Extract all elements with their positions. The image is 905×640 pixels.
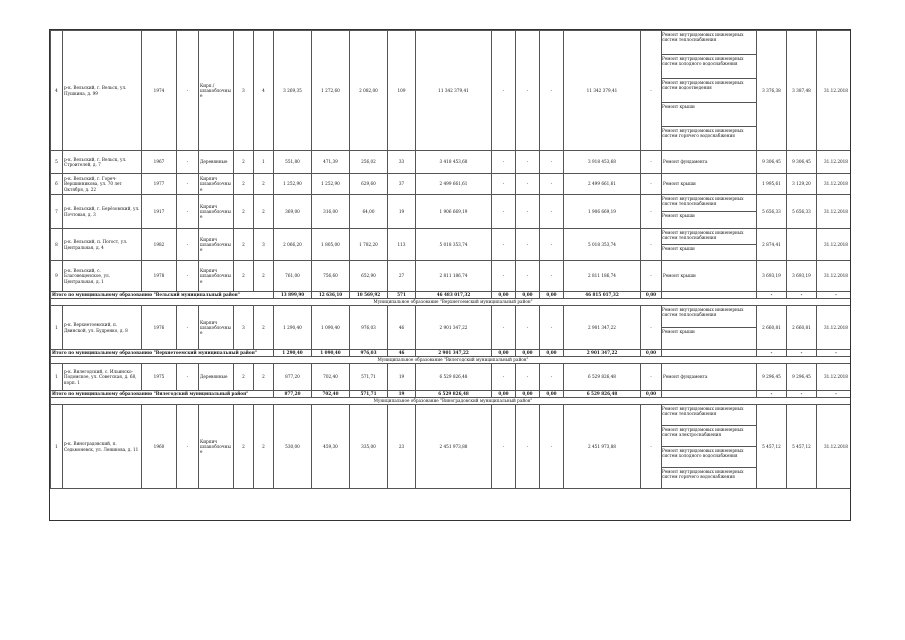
deadline-cell: -: [817, 391, 852, 398]
regional-budget-cell: 0,00: [516, 391, 540, 398]
owners-funds-cell: 2 451 973,88: [564, 405, 641, 489]
table-row: [51, 229, 852, 261]
limit-cost-cell: 2 660,81: [787, 306, 817, 350]
local-budget-cell: 0,00: [540, 292, 564, 299]
area-living-cell: 256,02: [350, 151, 388, 174]
unit-cost-cell: 5 457,12: [757, 405, 787, 489]
works-cell: [662, 195, 757, 229]
deadline-cell: 31.12.2018: [817, 306, 852, 350]
year-renovation-cell: -: [177, 306, 199, 350]
unit-cost-cell: 2 660,81: [757, 306, 787, 350]
area-residential-cell: 12 636,10: [312, 292, 350, 299]
unit-cost-cell: 9 296,45: [757, 364, 787, 391]
owners-funds-cell: 2 901 347,22: [564, 306, 641, 350]
address-cell: р-к. Вельский, с. Благовещенское, ул. Центральная, д. 1: [63, 261, 142, 292]
table-row: [51, 306, 852, 350]
year-cell: 1960: [142, 405, 177, 489]
other-funds-cell: -: [641, 174, 662, 195]
row-number: 1: [51, 306, 63, 350]
year-renovation-cell: -: [177, 364, 199, 391]
work-item: Ремонт фундамента: [663, 159, 708, 165]
works-cell: [662, 292, 757, 299]
limit-cost-cell: 5 457,12: [787, 405, 817, 489]
row-number: 9: [51, 261, 63, 292]
cost-total-cell: 2 901 347,22: [416, 350, 492, 357]
area-living-cell: 571,71: [350, 364, 388, 391]
area-total-cell: 1 290,40: [274, 306, 312, 350]
table-row: [51, 405, 852, 489]
address-cell: р-к. Вельский, п. Погост, ул. Центральная, д. 4: [63, 229, 142, 261]
work-item: Ремонт крыши: [662, 329, 695, 334]
regional-budget-cell: -: [516, 151, 540, 174]
work-item: Ремонт внутридомовых инженерных систем холодного водоснабжения: [662, 55, 757, 79]
other-funds-cell: 0,00: [641, 350, 662, 357]
capital-repair-table: [50, 30, 851, 489]
other-funds-cell: -: [641, 151, 662, 174]
work-item: Ремонт внутридомовых инженерных систем теплоснабжения: [662, 31, 757, 55]
area-total-cell: 761,00: [274, 261, 312, 292]
residents-cell: 27: [388, 261, 416, 292]
unit-cost-cell: 9 306,45: [757, 151, 787, 174]
floors-cell: 2: [234, 174, 254, 195]
area-residential-cell: 1 252,90: [312, 174, 350, 195]
work-item: Ремонт внутридомовых инженерных систем теплоснабжения: [662, 195, 757, 212]
unit-cost-cell: -: [757, 350, 787, 357]
works-cell: [662, 306, 757, 350]
work-item: Ремонт крыши: [662, 213, 695, 218]
entrances-cell: 4: [254, 31, 274, 151]
unit-cost-cell: 1 995,61: [757, 174, 787, 195]
area-total-cell: 13 899,90: [274, 292, 312, 299]
floors-cell: 3: [234, 31, 254, 151]
section-header-row: [51, 299, 852, 306]
table-row: [51, 261, 852, 292]
area-living-cell: 652,90: [350, 261, 388, 292]
unit-cost-cell: 3 693,19: [757, 261, 787, 292]
document-page: [49, 29, 851, 521]
area-residential-cell: 316,00: [312, 195, 350, 229]
residents-cell: 46: [388, 306, 416, 350]
work-item: Ремонт крыши: [662, 103, 757, 127]
local-budget-cell: -: [540, 31, 564, 151]
address-cell: р-к. Вилегодский, с. Ильинско-Подомское, ул. Советская, д. 68, корп. 1: [63, 364, 142, 391]
entrances-cell: 3: [254, 229, 274, 261]
works-cell: [662, 391, 757, 398]
area-living-cell: 1 782,20: [350, 229, 388, 261]
year-cell: 1917: [142, 195, 177, 229]
fund-cell: -: [492, 229, 516, 261]
section-title: Муниципальное образование "Верхнетоемский муниципальный район": [51, 299, 852, 306]
wall-material-cell: Кирпич шлакоблочные: [199, 195, 234, 229]
address-cell: р-к. Вельский, г. Вельск, ул. Пушкина, д. 99: [63, 31, 142, 151]
fund-cell: -: [492, 364, 516, 391]
works-list: [662, 405, 757, 488]
area-residential-cell: 471,39: [312, 151, 350, 174]
deadline-cell: 31.12.2018: [817, 151, 852, 174]
total-row: [51, 391, 852, 398]
deadline-cell: 31.12.2018: [817, 364, 852, 391]
local-budget-cell: -: [540, 261, 564, 292]
row-number: 8: [51, 229, 63, 261]
fund-cell: -: [492, 174, 516, 195]
entrances-cell: 2: [254, 261, 274, 292]
limit-cost-cell: -: [787, 350, 817, 357]
regional-budget-cell: -: [516, 195, 540, 229]
other-funds-cell: -: [641, 195, 662, 229]
work-item: Ремонт фундамента: [663, 374, 708, 380]
area-living-cell: 976,03: [350, 350, 388, 357]
works-cell: [662, 174, 757, 195]
residents-cell: 19: [388, 195, 416, 229]
work-item: Ремонт внутридомовых инженерных систем электроснабжения: [662, 426, 757, 447]
entrances-cell: 2: [254, 364, 274, 391]
regional-budget-cell: -: [516, 306, 540, 350]
regional-budget-cell: -: [516, 364, 540, 391]
address-cell: р-к. Вельский, г. Берёзовский, ул. Почтовая, д. 3: [63, 195, 142, 229]
owners-funds-cell: 2 901 347,22: [564, 350, 641, 357]
area-residential-cell: 702,40: [312, 391, 350, 398]
cost-total-cell: 2 901 347,22: [416, 306, 492, 350]
total-label: Итого по муниципальному образованию "Верхнетоемский муниципальный район": [51, 350, 274, 357]
year-cell: 1976: [142, 306, 177, 350]
year-renovation-cell: -: [177, 229, 199, 261]
works-list: [662, 229, 757, 260]
local-budget-cell: -: [540, 229, 564, 261]
regional-budget-cell: -: [516, 31, 540, 151]
unit-cost-cell: -: [757, 391, 787, 398]
cost-total-cell: 11 342 379,41: [416, 31, 492, 151]
address-cell: р-к. Вельский, г. Гореч-Вершинникова, ул. 70 лет Октября, д. 22: [63, 174, 142, 195]
works-cell: [662, 364, 757, 391]
limit-cost-cell: 3 129,20: [787, 174, 817, 195]
floors-cell: 2: [234, 261, 254, 292]
area-residential-cell: 1 805,00: [312, 229, 350, 261]
year-cell: 1982: [142, 229, 177, 261]
residents-cell: 19: [388, 364, 416, 391]
work-item: Ремонт внутридомовых инженерных систем теплоснабжения: [662, 229, 757, 245]
area-living-cell: 335,00: [350, 405, 388, 489]
unit-cost-cell: 3 376,38: [757, 31, 787, 151]
local-budget-cell: -: [540, 195, 564, 229]
row-number: 1: [51, 405, 63, 489]
works-cell: [662, 405, 757, 489]
unit-cost-cell: 5 656,33: [757, 195, 787, 229]
total-row: [51, 350, 852, 357]
wall-material-cell: Кирпич шлакоблочные: [199, 229, 234, 261]
year-cell: 1978: [142, 261, 177, 292]
works-cell: [662, 229, 757, 261]
wall-material-cell: Деревянные: [199, 364, 234, 391]
wall-material-cell: Кирпич шлакоблочные: [199, 306, 234, 350]
owners-funds-cell: 6 529 826,48: [564, 391, 641, 398]
area-living-cell: 976,03: [350, 306, 388, 350]
area-total-cell: 877,20: [274, 364, 312, 391]
cost-total-cell: 2 811 186,74: [416, 261, 492, 292]
limit-cost-cell: 9 296,45: [787, 364, 817, 391]
regional-budget-cell: -: [516, 261, 540, 292]
owners-funds-cell: 2 811 186,74: [564, 261, 641, 292]
owners-funds-cell: 46 815 017,32: [564, 292, 641, 299]
other-funds-cell: -: [641, 261, 662, 292]
wall-material-cell: Кирпич шлакоблочные: [199, 405, 234, 489]
work-item: Ремонт внутридомовых инженерных систем горячего водоснабжения: [662, 128, 744, 139]
address-cell: р-к. Верхнетоемский, п. Двинской, ул. Будренко, д. 8: [63, 306, 142, 350]
residents-cell: 571: [388, 292, 416, 299]
works-cell: [662, 31, 757, 151]
owners-funds-cell: 5 018 353,74: [564, 229, 641, 261]
deadline-cell: 31.12.2018: [817, 174, 852, 195]
area-total-cell: 369,00: [274, 195, 312, 229]
owners-funds-cell: 1 906 669,19: [564, 195, 641, 229]
local-budget-cell: 0,00: [540, 350, 564, 357]
wall-material-cell: Кирпич шлакоблочные: [199, 174, 234, 195]
section-header-row: [51, 398, 852, 405]
works-list: [662, 195, 757, 228]
row-number: 1: [51, 364, 63, 391]
year-renovation-cell: -: [177, 405, 199, 489]
regional-budget-cell: 0,00: [516, 292, 540, 299]
regional-budget-cell: -: [516, 174, 540, 195]
works-cell: [662, 261, 757, 292]
year-renovation-cell: -: [177, 261, 199, 292]
year-renovation-cell: -: [177, 151, 199, 174]
entrances-cell: 2: [254, 195, 274, 229]
local-budget-cell: 0,00: [540, 391, 564, 398]
cost-total-cell: 1 906 669,19: [416, 195, 492, 229]
fund-cell: -: [492, 151, 516, 174]
work-item: Ремонт крыши: [663, 181, 696, 187]
local-budget-cell: -: [540, 306, 564, 350]
total-row: [51, 292, 852, 299]
year-renovation-cell: -: [177, 195, 199, 229]
cost-total-cell: 2 451 973,88: [416, 405, 492, 489]
other-funds-cell: -: [641, 306, 662, 350]
works-cell: [662, 151, 757, 174]
work-item: Ремонт внутридомовых инженерных систем водоотведения: [662, 79, 757, 103]
area-living-cell: 571,71: [350, 391, 388, 398]
work-item: Ремонт крыши: [662, 246, 695, 251]
owners-funds-cell: 11 342 379,41: [564, 31, 641, 151]
limit-cost-cell: 3 693,19: [787, 261, 817, 292]
cost-total-cell: 46 483 017,32: [416, 292, 492, 299]
local-budget-cell: -: [540, 174, 564, 195]
residents-cell: 113: [388, 229, 416, 261]
limit-cost-cell: -: [787, 391, 817, 398]
table-row: [51, 195, 852, 229]
fund-cell: -: [492, 405, 516, 489]
deadline-cell: 31.12.2018: [817, 31, 852, 151]
area-total-cell: 2 066,20: [274, 229, 312, 261]
area-total-cell: 530,00: [274, 405, 312, 489]
area-total-cell: 1 290,40: [274, 350, 312, 357]
fund-cell: 0,00: [492, 292, 516, 299]
work-item: Ремонт внутридомовых инженерных систем горячего водоснабжения: [662, 469, 744, 480]
area-residential-cell: 459,30: [312, 405, 350, 489]
other-funds-cell: 0,00: [641, 292, 662, 299]
area-total-cell: 877,20: [274, 391, 312, 398]
entrances-cell: 2: [254, 405, 274, 489]
deadline-cell: 31.12.2018: [817, 261, 852, 292]
cost-total-cell: 3 418 453,68: [416, 151, 492, 174]
unit-cost-cell: 2 874,41: [757, 229, 787, 261]
residents-cell: 46: [388, 350, 416, 357]
fund-cell: -: [492, 195, 516, 229]
residents-cell: 37: [388, 174, 416, 195]
section-title: Муниципальное образование "Вилегодский муниципальный район": [51, 357, 852, 364]
floors-cell: 2: [234, 195, 254, 229]
deadline-cell: 31.12.2018: [817, 229, 852, 261]
area-residential-cell: 1 272,60: [312, 31, 350, 151]
area-living-cell: 10 569,92: [350, 292, 388, 299]
row-number: 6: [51, 174, 63, 195]
row-number: 5: [51, 151, 63, 174]
deadline-cell: -: [817, 350, 852, 357]
cost-total-cell: 6 529 826,48: [416, 391, 492, 398]
other-funds-cell: -: [641, 364, 662, 391]
entrances-cell: 2: [254, 306, 274, 350]
regional-budget-cell: 0,00: [516, 350, 540, 357]
section-header-row: [51, 357, 852, 364]
floors-cell: 2: [234, 229, 254, 261]
residents-cell: 109: [388, 31, 416, 151]
residents-cell: 19: [388, 391, 416, 398]
cost-total-cell: 5 018 353,74: [416, 229, 492, 261]
year-renovation-cell: -: [177, 174, 199, 195]
year-cell: 1977: [142, 174, 177, 195]
fund-cell: 0,00: [492, 350, 516, 357]
entrances-cell: 1: [254, 151, 274, 174]
section-title: Муниципальное образование "Виноградовский муниципальный район": [51, 398, 852, 405]
table-row: [51, 151, 852, 174]
area-residential-cell: 1 090,40: [312, 306, 350, 350]
other-funds-cell: -: [641, 31, 662, 151]
work-item: Ремонт внутридомовых инженерных систем теплоснабжения: [662, 306, 757, 328]
regional-budget-cell: -: [516, 405, 540, 489]
work-item: Ремонт внутридомовых инженерных систем холодного водоснабжения: [662, 447, 757, 468]
fund-cell: 0,00: [492, 391, 516, 398]
table-row: [51, 174, 852, 195]
year-renovation-cell: -: [177, 31, 199, 151]
other-funds-cell: 0,00: [641, 391, 662, 398]
year-cell: 1967: [142, 151, 177, 174]
area-living-cell: 2 082,00: [350, 31, 388, 151]
owners-funds-cell: 3 918 453,68: [564, 151, 641, 174]
area-residential-cell: 702,40: [312, 364, 350, 391]
fund-cell: -: [492, 306, 516, 350]
other-funds-cell: -: [641, 405, 662, 489]
address-cell: р-к. Виноградовский, п. Седьмоневск, ул. Ленинова, д. 11: [63, 405, 142, 489]
limit-cost-cell: [787, 229, 817, 261]
total-label: Итого по муниципальному образованию "Вилегодский муниципальный район": [51, 391, 274, 398]
local-budget-cell: -: [540, 151, 564, 174]
owners-funds-cell: 2 499 661,61: [564, 174, 641, 195]
local-budget-cell: -: [540, 364, 564, 391]
year-cell: 1974: [142, 31, 177, 151]
wall-material-cell: Кирп./ шлакоблочные: [199, 31, 234, 151]
area-total-cell: 3 269,35: [274, 31, 312, 151]
area-residential-cell: 1 090,40: [312, 350, 350, 357]
area-residential-cell: 756,60: [312, 261, 350, 292]
wall-material-cell: Кирпич шлакоблочные: [199, 261, 234, 292]
area-total-cell: 551,80: [274, 151, 312, 174]
deadline-cell: -: [817, 292, 852, 299]
work-item: Ремонт крыши: [663, 273, 696, 279]
works-list: [662, 306, 757, 349]
fund-cell: -: [492, 31, 516, 151]
table-row: [51, 364, 852, 391]
area-living-cell: 64,00: [350, 195, 388, 229]
fund-cell: -: [492, 261, 516, 292]
unit-cost-cell: -: [757, 292, 787, 299]
wall-material-cell: Деревянные: [199, 151, 234, 174]
floors-cell: 2: [234, 405, 254, 489]
row-number: 4: [51, 31, 63, 151]
regional-budget-cell: -: [516, 229, 540, 261]
other-funds-cell: -: [641, 229, 662, 261]
address-cell: р-к. Вельский, г. Вельск, ул. Строителей, д. 7: [63, 151, 142, 174]
owners-funds-cell: 6 529 826,48: [564, 364, 641, 391]
residents-cell: 33: [388, 151, 416, 174]
limit-cost-cell: 3 387,48: [787, 31, 817, 151]
cost-total-cell: 2 499 661,61: [416, 174, 492, 195]
cost-total-cell: 6 529 826,48: [416, 364, 492, 391]
work-item: Ремонт внутридомовых инженерных систем теплоснабжения: [662, 405, 757, 426]
table-row: [51, 31, 852, 151]
works-cell: [662, 350, 757, 357]
limit-cost-cell: -: [787, 292, 817, 299]
floors-cell: 3: [234, 306, 254, 350]
floors-cell: 2: [234, 364, 254, 391]
floors-cell: 2: [234, 151, 254, 174]
row-number: 7: [51, 195, 63, 229]
deadline-cell: 31.12.2018: [817, 195, 852, 229]
entrances-cell: 2: [254, 174, 274, 195]
year-cell: 1975: [142, 364, 177, 391]
local-budget-cell: -: [540, 405, 564, 489]
residents-cell: 23: [388, 405, 416, 489]
limit-cost-cell: 9 306,45: [787, 151, 817, 174]
deadline-cell: 31.12.2018: [817, 405, 852, 489]
area-living-cell: 629,60: [350, 174, 388, 195]
table-body: [51, 31, 852, 489]
area-total-cell: 1 252,90: [274, 174, 312, 195]
limit-cost-cell: 5 656,33: [787, 195, 817, 229]
total-label: Итого по муниципальному образованию "Вельский муниципальный район": [51, 292, 274, 299]
works-list: [662, 31, 757, 150]
